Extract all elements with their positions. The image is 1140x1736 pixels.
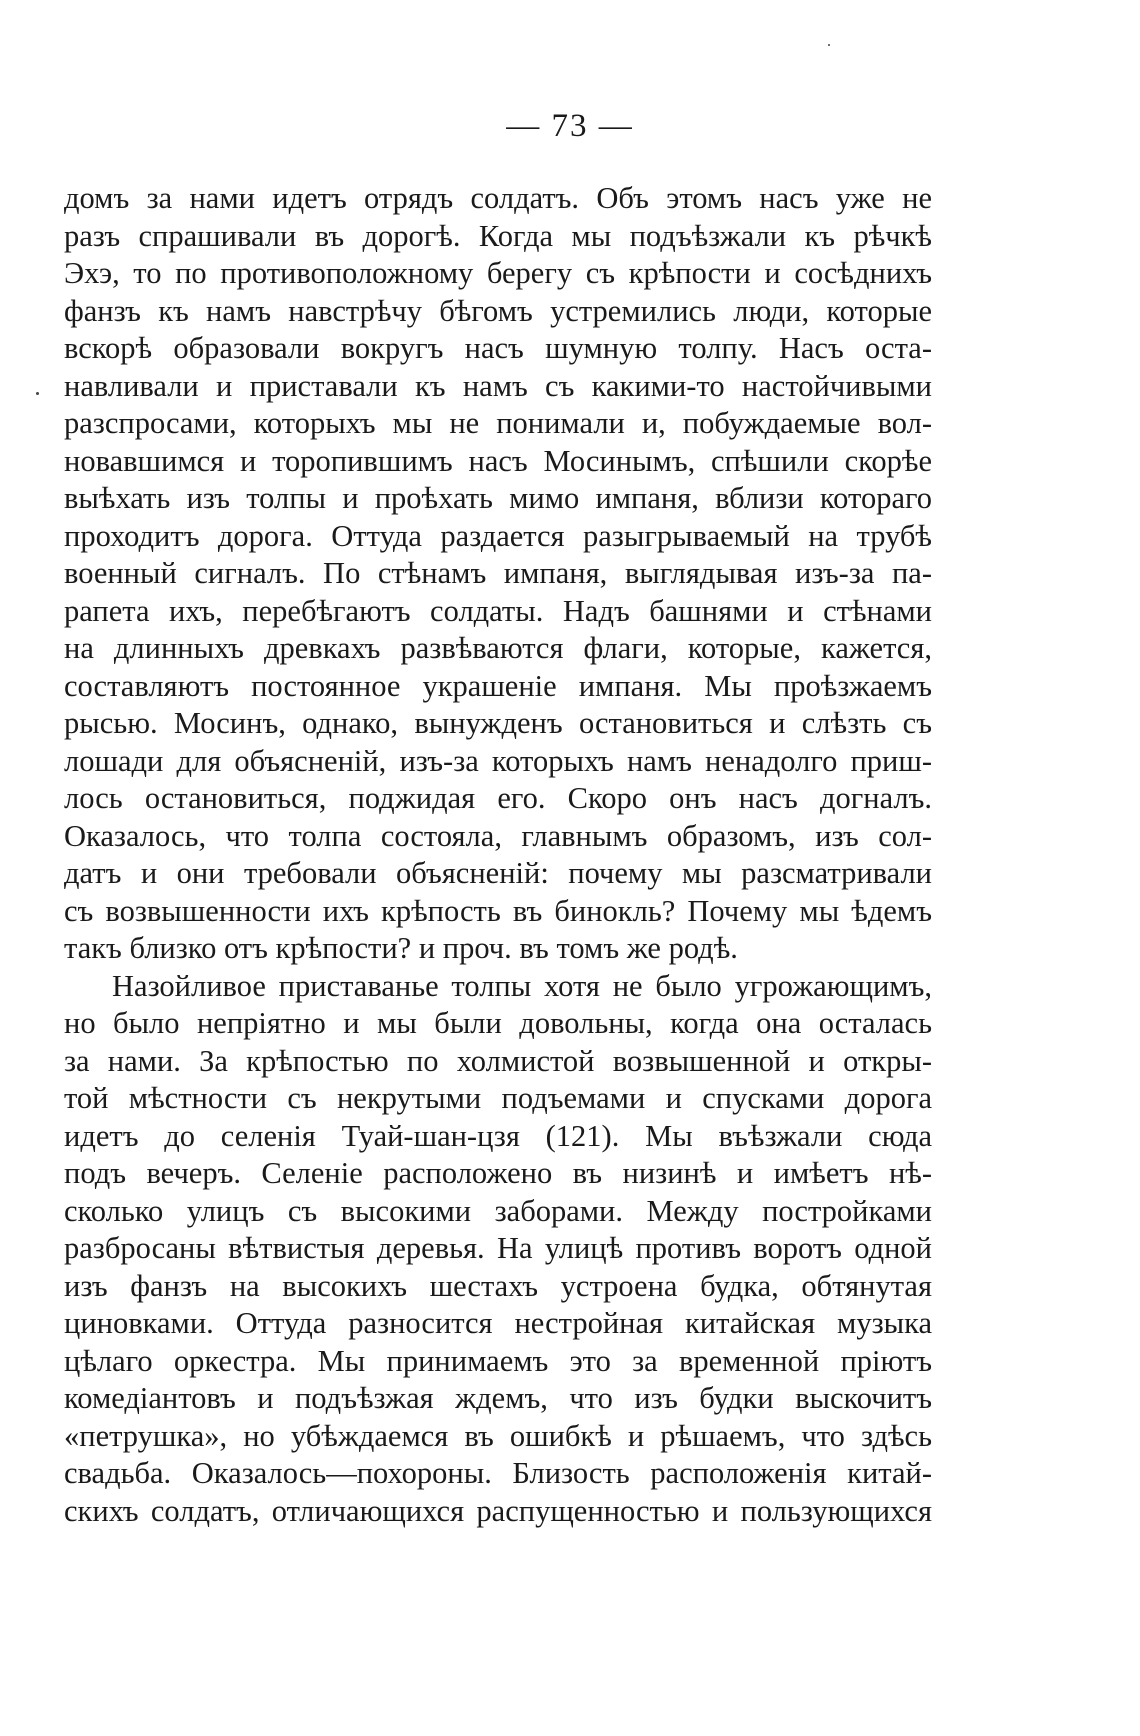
text-line: домъ за нами идетъ отрядъ солдатъ. Объ этомъ насъ уже не <box>64 181 932 215</box>
text-line: скихъ солдатъ, отличающихся распущенностью и пользующихся <box>64 1493 932 1528</box>
text-line: составляютъ постоянное украшеніе импаня. Мы проѣзжаемъ <box>64 668 932 703</box>
text-line: на длинныхъ древкахъ развѣваются флаги, которые, кажется, <box>64 631 932 665</box>
body-text <box>64 180 932 1530</box>
text-line: военный сигналъ. По стѣнамъ импаня, выглядывая изъ-за па- <box>64 556 932 590</box>
text-line: новавшимся и торопившимъ насъ Мосинымъ, спѣшили скорѣе <box>64 443 932 478</box>
text-line: подъ вечеръ. Селеніе расположено въ низинѣ и имѣетъ нѣ- <box>64 1156 932 1190</box>
text-line: лошади для объясненій, изъ-за которыхъ намъ ненадолго приш- <box>64 743 932 778</box>
text-line: датъ и они требовали объясненій: почему мы разсматривали <box>64 856 932 890</box>
text-line: свадьба. Оказалось—похороны. Близость расположенія китай- <box>64 1456 932 1490</box>
text-line: Эхэ, то по противоположному берегу съ крѣпости и сосѣднихъ <box>64 256 932 290</box>
page-number: — 73 — <box>506 108 634 144</box>
text-line: разъ спрашивали въ дорогѣ. Когда мы подъѣзжали къ рѣчкѣ <box>64 218 932 253</box>
text-line: лось остановиться, поджидая его. Скоро онъ насъ догналъ. <box>64 781 932 815</box>
paragraph-1 <box>64 180 932 968</box>
text-line: Оказалось, что толпа состояла, главнымъ образомъ, изъ сол- <box>64 818 932 853</box>
text-line: рысью. Мосинъ, однако, вынужденъ остановиться и слѣзть съ <box>64 706 932 740</box>
text-line: но было непріятно и мы были довольны, когда она осталась <box>64 1006 932 1040</box>
text-line: комедіантовъ и подъѣзжая ждемъ, что изъ будки выскочитъ <box>64 1381 932 1415</box>
text-line: навливали и приставали къ намъ съ какими-то настойчивыми <box>64 368 932 403</box>
text-line: идетъ до селенія Туай-шан-цзя (121). Мы въѣзжали сюда <box>64 1118 932 1153</box>
text-line: «петрушка», но убѣждаемся въ ошибкѣ и рѣшаемъ, что здѣсь <box>64 1418 932 1453</box>
text-line: той мѣстности съ некрутыми подъемами и спусками дорога <box>64 1081 932 1115</box>
text-line: цѣлаго оркестра. Мы принимаемъ это за временной пріютъ <box>64 1343 932 1378</box>
scan-speck <box>36 392 39 395</box>
text-line: проходитъ дорога. Оттуда раздается разыгрываемый на трубѣ <box>64 518 932 553</box>
text-line: за нами. За крѣпостью по холмистой возвышенной и откры- <box>64 1043 932 1078</box>
text-line: Назойливое приставанье толпы хотя не было угрожающимъ, <box>112 968 932 1003</box>
text-line: разспросами, которыхъ мы не понимали и, побуждаемые вол- <box>64 406 932 440</box>
text-line: вскорѣ образовали вокругъ насъ шумную толпу. Насъ оста- <box>64 331 932 365</box>
text-line: такъ близко отъ крѣпости? и проч. въ томъ же родѣ. <box>64 931 738 965</box>
text-line: циновками. Оттуда разносится нестройная китайская музыка <box>64 1306 932 1340</box>
scan-speck <box>828 44 830 46</box>
text-line: фанзъ къ намъ навстрѣчу бѣгомъ устремились люди, которые <box>64 293 932 328</box>
text-line: изъ фанзъ на высокихъ шестахъ устроена будка, обтянутая <box>64 1268 932 1303</box>
text-line: выѣхать изъ толпы и проѣхать мимо импаня, вблизи котораго <box>64 481 932 515</box>
text-line: разбросаны вѣтвистыя деревья. На улицѣ противъ воротъ одной <box>64 1231 932 1265</box>
paragraph-2 <box>64 968 932 1531</box>
text-line: съ возвышенности ихъ крѣпость въ бинокль? Почему мы ѣдемъ <box>64 893 932 928</box>
text-line: сколько улицъ съ высокими заборами. Между постройками <box>64 1193 932 1228</box>
text-line: рапета ихъ, перебѣгаютъ солдаты. Надъ башнями и стѣнами <box>64 593 932 628</box>
